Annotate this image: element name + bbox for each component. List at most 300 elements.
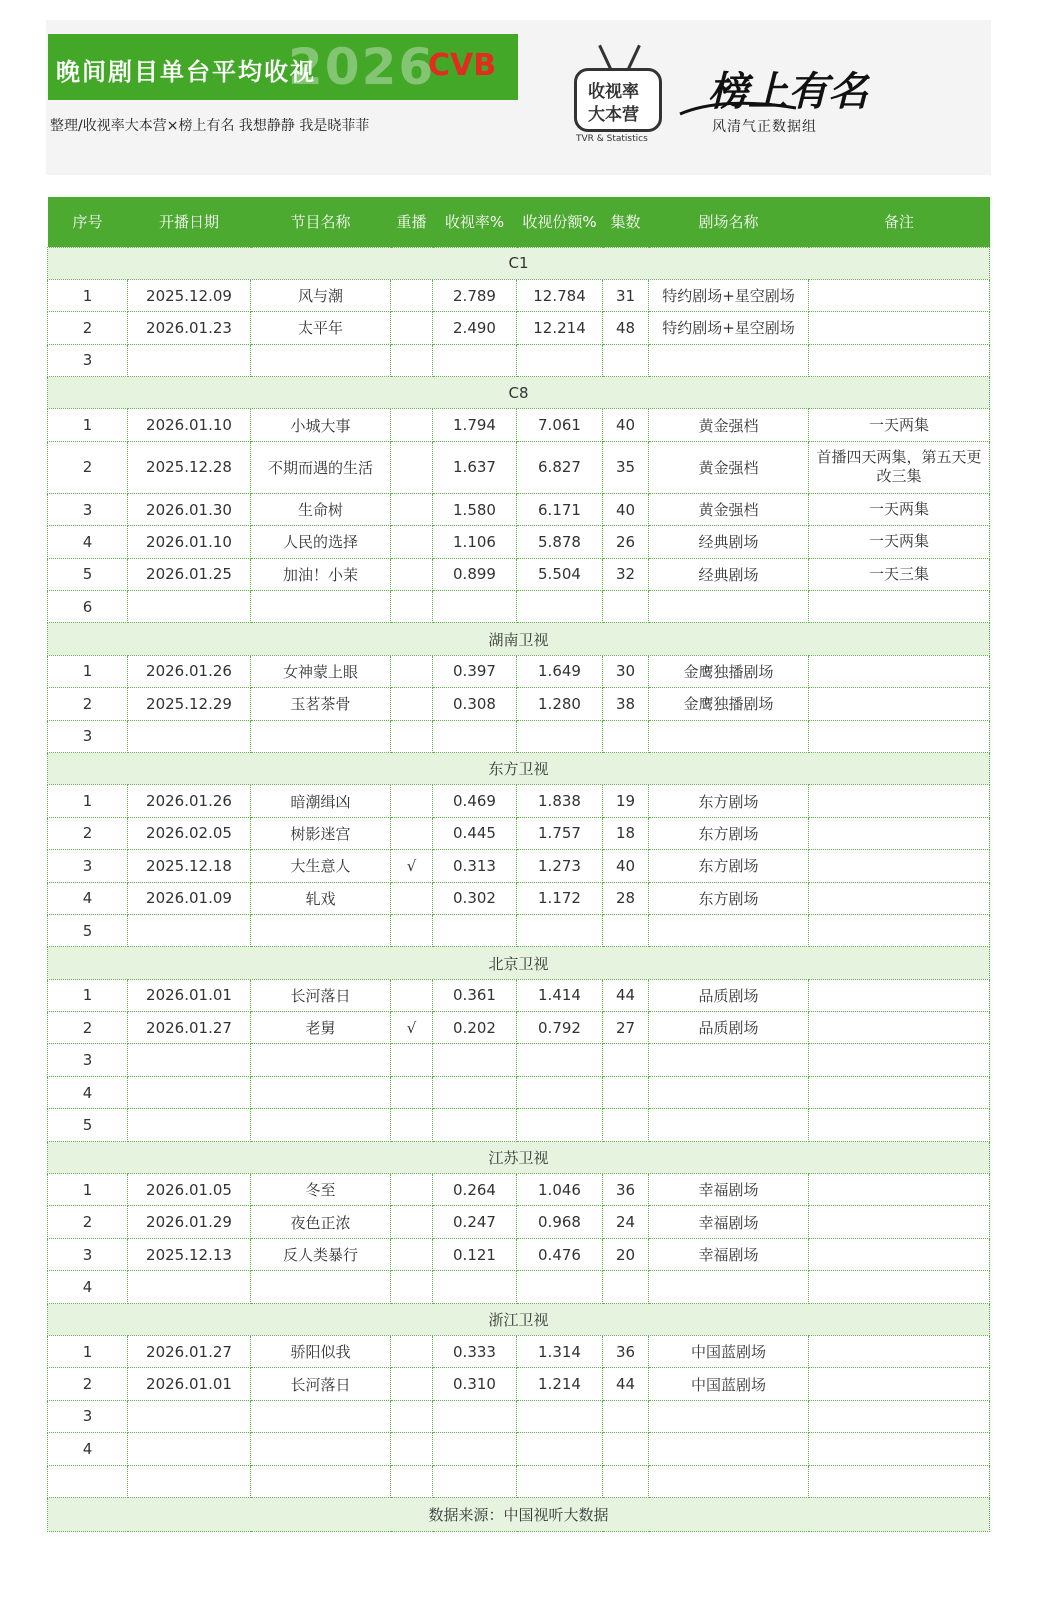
premiere-date: 2025.12.28 (128, 441, 251, 493)
bang-logo (678, 60, 868, 140)
note (809, 785, 990, 817)
rerun-mark (391, 591, 433, 623)
note (809, 1400, 990, 1432)
premiere-date (128, 1433, 251, 1465)
column-header: 剧场名称 (649, 197, 809, 247)
row-number: 1 (48, 1174, 128, 1206)
premiere-date (128, 1400, 251, 1432)
rerun-mark (391, 441, 433, 493)
note (809, 1012, 990, 1044)
table-row (48, 1465, 990, 1497)
premiere-date (128, 1271, 251, 1303)
table-row (48, 882, 990, 914)
note (809, 1109, 990, 1141)
slot-name: 黄金强档 (649, 409, 809, 441)
table-row (48, 1271, 990, 1303)
episode-count: 32 (603, 558, 649, 590)
share-value: 12.214 (517, 312, 603, 344)
rerun-mark (391, 558, 433, 590)
rerun-mark (391, 1076, 433, 1108)
row-number: 3 (48, 1400, 128, 1432)
rerun-mark (391, 1174, 433, 1206)
episode-count (603, 1433, 649, 1465)
rerun-mark (391, 1368, 433, 1400)
rating-value: 1.794 (433, 409, 517, 441)
table-row (48, 1174, 990, 1206)
program-title (251, 1433, 391, 1465)
episode-count: 31 (603, 279, 649, 311)
column-header: 序号 (48, 197, 128, 247)
program-title: 长河落日 (251, 1368, 391, 1400)
share-value: 1.414 (517, 979, 603, 1011)
row-number: 4 (48, 1076, 128, 1108)
column-header: 节目名称 (251, 197, 391, 247)
column-header: 重播 (391, 197, 433, 247)
episode-count: 40 (603, 493, 649, 525)
rating-value (433, 1465, 517, 1497)
premiere-date: 2026.01.27 (128, 1336, 251, 1368)
rating-value: 0.264 (433, 1174, 517, 1206)
channel-name: C8 (48, 377, 990, 409)
row-number: 3 (48, 493, 128, 525)
premiere-date: 2026.01.10 (128, 526, 251, 558)
rerun-mark (391, 914, 433, 946)
program-title: 反人类暴行 (251, 1238, 391, 1270)
rerun-mark (391, 279, 433, 311)
premiere-date (128, 344, 251, 376)
table-row (48, 1336, 990, 1368)
episode-count (603, 1400, 649, 1432)
program-title: 轧戏 (251, 882, 391, 914)
table-row (48, 817, 990, 849)
rating-value: 0.313 (433, 850, 517, 882)
program-title (251, 720, 391, 752)
share-value (517, 914, 603, 946)
row-number: 2 (48, 688, 128, 720)
note (809, 1206, 990, 1238)
note (809, 279, 990, 311)
episode-count: 48 (603, 312, 649, 344)
slot-name: 东方剧场 (649, 850, 809, 882)
ratings-table (47, 197, 990, 1532)
rating-value: 0.308 (433, 688, 517, 720)
note (809, 312, 990, 344)
episode-count: 26 (603, 526, 649, 558)
table-row (48, 312, 990, 344)
title-year: 2026 (288, 38, 436, 96)
rating-value (433, 1109, 517, 1141)
rating-value: 1.580 (433, 493, 517, 525)
share-value: 1.172 (517, 882, 603, 914)
episode-count: 20 (603, 1238, 649, 1270)
rating-value (433, 591, 517, 623)
tvr-logo (574, 44, 664, 148)
table-row (48, 1433, 990, 1465)
program-title: 生命树 (251, 493, 391, 525)
program-title: 风与潮 (251, 279, 391, 311)
episode-count (603, 720, 649, 752)
episode-count (603, 1109, 649, 1141)
tvr-logo-sub: TVR & Statistics (576, 134, 648, 144)
column-header: 收视份额% (517, 197, 603, 247)
share-value (517, 1465, 603, 1497)
channel-name: 湖南卫视 (48, 623, 990, 655)
share-value: 1.046 (517, 1174, 603, 1206)
rerun-mark (391, 1465, 433, 1497)
tvr-logo-line1: 收视率 (588, 82, 639, 102)
slot-name (649, 1044, 809, 1076)
episode-count (603, 914, 649, 946)
rerun-mark (391, 344, 433, 376)
note: 一天两集 (809, 526, 990, 558)
slot-name (649, 1109, 809, 1141)
program-title (251, 1109, 391, 1141)
column-header: 备注 (809, 197, 990, 247)
episode-count: 36 (603, 1174, 649, 1206)
note (809, 979, 990, 1011)
row-number: 4 (48, 882, 128, 914)
slot-name: 幸福剧场 (649, 1238, 809, 1270)
episode-count: 19 (603, 785, 649, 817)
rerun-mark (391, 785, 433, 817)
table-row (48, 688, 990, 720)
share-value (517, 344, 603, 376)
rating-value (433, 914, 517, 946)
note (809, 1044, 990, 1076)
rerun-mark (391, 312, 433, 344)
row-number: 2 (48, 1012, 128, 1044)
slot-name: 东方剧场 (649, 817, 809, 849)
note: 一天两集 (809, 493, 990, 525)
channel-group-row (48, 752, 990, 784)
episode-count: 36 (603, 1336, 649, 1368)
bang-logo-main: 榜上有名 (708, 68, 868, 115)
program-title: 人民的选择 (251, 526, 391, 558)
premiere-date: 2026.01.23 (128, 312, 251, 344)
episode-count: 27 (603, 1012, 649, 1044)
rerun-mark: √ (391, 850, 433, 882)
program-title: 太平年 (251, 312, 391, 344)
rating-value: 0.310 (433, 1368, 517, 1400)
channel-name: 浙江卫视 (48, 1303, 990, 1335)
premiere-date: 2026.01.01 (128, 979, 251, 1011)
share-value (517, 591, 603, 623)
share-value: 1.649 (517, 655, 603, 687)
rating-value (433, 1044, 517, 1076)
note (809, 1238, 990, 1270)
row-number: 2 (48, 1206, 128, 1238)
rerun-mark (391, 1433, 433, 1465)
share-value: 1.280 (517, 688, 603, 720)
rating-value (433, 1271, 517, 1303)
share-value: 6.827 (517, 441, 603, 493)
rerun-mark (391, 1109, 433, 1141)
premiere-date: 2026.01.26 (128, 785, 251, 817)
note (809, 344, 990, 376)
table-row (48, 558, 990, 590)
table-row (48, 1044, 990, 1076)
table-header-row (48, 197, 990, 247)
share-value (517, 1076, 603, 1108)
rerun-mark (391, 1238, 433, 1270)
rerun-mark (391, 1400, 433, 1432)
rerun-mark (391, 979, 433, 1011)
rating-value (433, 1076, 517, 1108)
share-value (517, 1109, 603, 1141)
row-number: 1 (48, 1336, 128, 1368)
rating-value (433, 1400, 517, 1432)
episode-count (603, 1076, 649, 1108)
slot-name (649, 344, 809, 376)
program-title: 冬至 (251, 1174, 391, 1206)
premiere-date (128, 1465, 251, 1497)
slot-name (649, 1400, 809, 1432)
premiere-date: 2025.12.09 (128, 279, 251, 311)
row-number: 5 (48, 558, 128, 590)
table-shadow (989, 197, 993, 1532)
program-title: 玉茗茶骨 (251, 688, 391, 720)
table-row (48, 979, 990, 1011)
rerun-mark (391, 1271, 433, 1303)
premiere-date: 2026.01.25 (128, 558, 251, 590)
rating-value: 0.397 (433, 655, 517, 687)
episode-count: 38 (603, 688, 649, 720)
share-value (517, 720, 603, 752)
premiere-date: 2026.02.05 (128, 817, 251, 849)
column-header: 收视率% (433, 197, 517, 247)
slot-name (649, 591, 809, 623)
channel-group-row (48, 377, 990, 409)
rating-value: 0.121 (433, 1238, 517, 1270)
premiere-date: 2026.01.01 (128, 1368, 251, 1400)
rating-value: 0.302 (433, 882, 517, 914)
program-title: 长河落日 (251, 979, 391, 1011)
bang-logo-sub: 风清气正数据组 (712, 119, 817, 135)
rerun-mark (391, 655, 433, 687)
note (809, 1336, 990, 1368)
rerun-mark (391, 1044, 433, 1076)
rating-value: 1.106 (433, 526, 517, 558)
premiere-date: 2025.12.29 (128, 688, 251, 720)
row-number: 2 (48, 817, 128, 849)
table-row (48, 526, 990, 558)
row-number: 4 (48, 1433, 128, 1465)
slot-name: 幸福剧场 (649, 1206, 809, 1238)
credit-line: 整理/收视率大本营×榜上有名 我想静静 我是晓菲菲 (50, 118, 370, 134)
share-value: 0.968 (517, 1206, 603, 1238)
program-title (251, 914, 391, 946)
table-row (48, 441, 990, 493)
table-row (48, 655, 990, 687)
channel-group-row (48, 947, 990, 979)
row-number: 3 (48, 1238, 128, 1270)
episode-count: 30 (603, 655, 649, 687)
episode-count: 35 (603, 441, 649, 493)
note: 首播四天两集，第五天更改三集 (809, 441, 990, 493)
rating-value: 0.247 (433, 1206, 517, 1238)
premiere-date: 2026.01.26 (128, 655, 251, 687)
row-number: 5 (48, 1109, 128, 1141)
note (809, 1368, 990, 1400)
episode-count: 40 (603, 850, 649, 882)
program-title (251, 344, 391, 376)
episode-count (603, 1465, 649, 1497)
table-footer-row (48, 1497, 990, 1531)
share-value (517, 1044, 603, 1076)
share-value (517, 1400, 603, 1432)
rerun-mark: √ (391, 1012, 433, 1044)
rating-value: 2.789 (433, 279, 517, 311)
premiere-date (128, 1109, 251, 1141)
episode-count (603, 344, 649, 376)
rerun-mark (391, 817, 433, 849)
table-row (48, 409, 990, 441)
rating-value: 0.333 (433, 1336, 517, 1368)
slot-name: 中国蓝剧场 (649, 1336, 809, 1368)
rating-value: 0.202 (433, 1012, 517, 1044)
channel-group-row (48, 623, 990, 655)
premiere-date: 2026.01.27 (128, 1012, 251, 1044)
row-number: 1 (48, 655, 128, 687)
row-number: 3 (48, 720, 128, 752)
rerun-mark (391, 882, 433, 914)
slot-name: 中国蓝剧场 (649, 1368, 809, 1400)
slot-name: 金鹰独播剧场 (649, 655, 809, 687)
premiere-date: 2026.01.09 (128, 882, 251, 914)
share-value: 0.476 (517, 1238, 603, 1270)
row-number: 2 (48, 441, 128, 493)
premiere-date (128, 914, 251, 946)
slot-name: 品质剧场 (649, 1012, 809, 1044)
share-value (517, 1271, 603, 1303)
program-title (251, 591, 391, 623)
rerun-mark (391, 720, 433, 752)
rerun-mark (391, 1336, 433, 1368)
note (809, 1076, 990, 1108)
slot-name: 黄金强档 (649, 493, 809, 525)
rating-value: 1.637 (433, 441, 517, 493)
slot-name: 东方剧场 (649, 785, 809, 817)
rerun-mark (391, 526, 433, 558)
premiere-date: 2026.01.05 (128, 1174, 251, 1206)
channel-group-row (48, 1141, 990, 1173)
slot-name (649, 1076, 809, 1108)
episode-count: 44 (603, 1368, 649, 1400)
row-number: 2 (48, 1368, 128, 1400)
share-value: 1.314 (517, 1336, 603, 1368)
slot-name (649, 1271, 809, 1303)
share-value: 12.784 (517, 279, 603, 311)
episode-count: 24 (603, 1206, 649, 1238)
channel-name: 北京卫视 (48, 947, 990, 979)
note (809, 1271, 990, 1303)
slot-name: 幸福剧场 (649, 1174, 809, 1206)
table-row (48, 1238, 990, 1270)
note (809, 817, 990, 849)
program-title (251, 1400, 391, 1432)
slot-name: 特约剧场+星空剧场 (649, 312, 809, 344)
channel-name: 江苏卫视 (48, 1141, 990, 1173)
premiere-date: 2026.01.30 (128, 493, 251, 525)
rating-value: 0.469 (433, 785, 517, 817)
episode-count: 18 (603, 817, 649, 849)
note (809, 688, 990, 720)
row-number: 1 (48, 785, 128, 817)
share-value: 6.171 (517, 493, 603, 525)
slot-name: 金鹰独播剧场 (649, 688, 809, 720)
rating-value (433, 1433, 517, 1465)
row-number: 4 (48, 526, 128, 558)
share-value: 5.504 (517, 558, 603, 590)
channel-group-row (48, 1303, 990, 1335)
slot-name: 经典剧场 (649, 558, 809, 590)
table-row (48, 914, 990, 946)
slot-name: 经典剧场 (649, 526, 809, 558)
rating-value: 0.361 (433, 979, 517, 1011)
rerun-mark (391, 1206, 433, 1238)
premiere-date (128, 720, 251, 752)
page-title: 晚间剧目单台平均收视 (56, 58, 316, 86)
note (809, 1465, 990, 1497)
table-row (48, 850, 990, 882)
rating-value: 0.445 (433, 817, 517, 849)
channel-name: C1 (48, 247, 990, 279)
program-title (251, 1044, 391, 1076)
episode-count (603, 1044, 649, 1076)
share-value: 1.838 (517, 785, 603, 817)
program-title: 暗潮缉凶 (251, 785, 391, 817)
premiere-date (128, 591, 251, 623)
note (809, 1174, 990, 1206)
note (809, 850, 990, 882)
table-row (48, 344, 990, 376)
table-row (48, 591, 990, 623)
note (809, 914, 990, 946)
program-title: 夜色正浓 (251, 1206, 391, 1238)
row-number: 4 (48, 1271, 128, 1303)
program-title: 树影迷宫 (251, 817, 391, 849)
row-number: 3 (48, 1044, 128, 1076)
share-value: 1.273 (517, 850, 603, 882)
slot-name: 品质剧场 (649, 979, 809, 1011)
row-number: 3 (48, 344, 128, 376)
rating-value: 2.490 (433, 312, 517, 344)
episode-count: 44 (603, 979, 649, 1011)
program-title: 加油！小茉 (251, 558, 391, 590)
table-row (48, 1012, 990, 1044)
premiere-date: 2025.12.18 (128, 850, 251, 882)
rating-value (433, 720, 517, 752)
data-source: 数据来源：中国视听大数据 (48, 1497, 990, 1531)
episode-count: 40 (603, 409, 649, 441)
premiere-date (128, 1044, 251, 1076)
rating-value (433, 344, 517, 376)
slot-name (649, 1433, 809, 1465)
rating-value: 0.899 (433, 558, 517, 590)
episode-count (603, 1271, 649, 1303)
premiere-date (128, 1076, 251, 1108)
premiere-date: 2026.01.29 (128, 1206, 251, 1238)
share-value (517, 1433, 603, 1465)
share-value: 0.792 (517, 1012, 603, 1044)
program-title: 不期而遇的生活 (251, 441, 391, 493)
rerun-mark (391, 409, 433, 441)
note (809, 655, 990, 687)
program-title (251, 1076, 391, 1108)
note: 一天两集 (809, 409, 990, 441)
tvr-logo-line2: 大本营 (588, 105, 639, 125)
table-row (48, 1206, 990, 1238)
